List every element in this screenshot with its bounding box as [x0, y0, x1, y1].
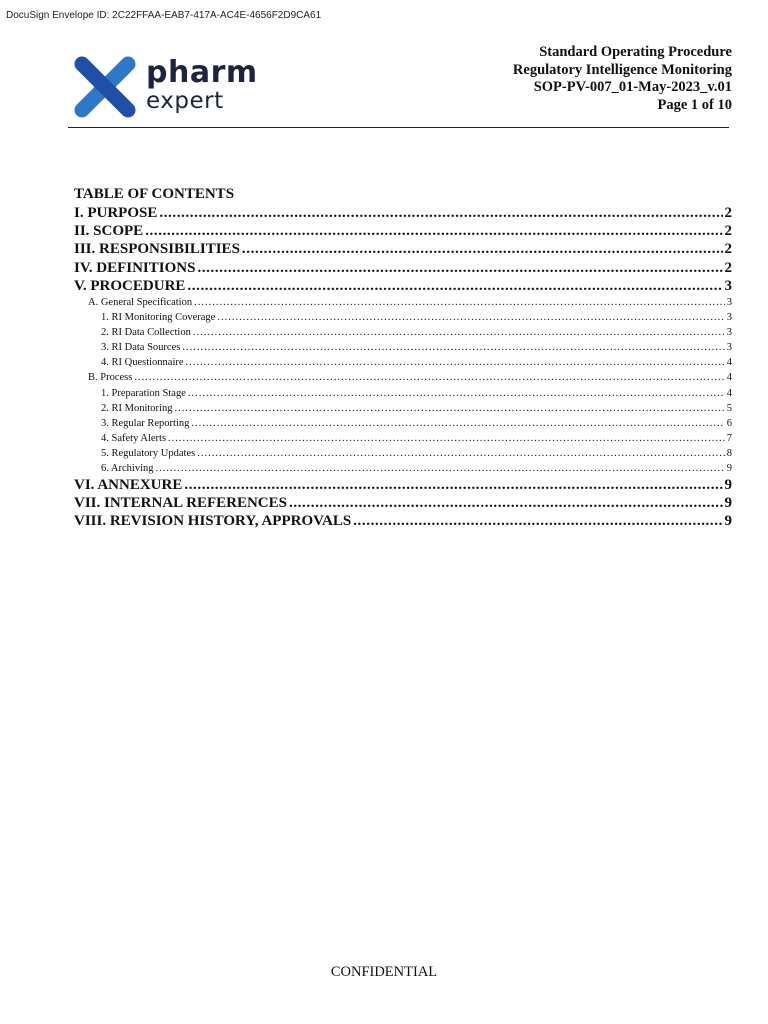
toc-entry-definitions[interactable]: [74, 259, 732, 277]
toc-entry-page: 4: [726, 357, 732, 369]
toc-entry-label: 1. RI Monitoring Coverage: [101, 312, 216, 324]
toc-dot-leader: [134, 370, 724, 385]
header-page-number: Page 1 of 10: [657, 96, 732, 113]
toc-entry-page: 6: [726, 417, 732, 429]
toc-entry-page: 9: [724, 477, 732, 494]
toc-entry-label: 3. RI Data Sources: [101, 342, 181, 354]
toc-entry-scope[interactable]: [74, 222, 732, 240]
toc-entry-ri-monitoring-coverage[interactable]: [74, 310, 732, 325]
toc-entry-page: 3: [726, 342, 732, 354]
toc-entry-label: VII. INTERNAL REFERENCES: [74, 495, 287, 512]
toc-dot-leader: [156, 461, 725, 476]
header-doc-type: Standard Operating Procedure: [539, 44, 732, 60]
toc-dot-leader: [186, 355, 725, 370]
toc-entry-page: 8: [726, 447, 732, 459]
toc-entry-page: 9: [724, 513, 732, 530]
toc-entry-page: 7: [726, 432, 732, 444]
toc-entry-page: 9: [724, 495, 732, 512]
toc-entry-page: 2: [724, 241, 732, 258]
toc-entry-label: 6. Archiving: [101, 462, 154, 474]
logo-x-mark-icon: [70, 52, 140, 122]
toc-dot-leader: [159, 204, 722, 222]
toc-entry-page: 9: [726, 462, 732, 474]
toc-entry-ri-data-collection[interactable]: [74, 325, 732, 340]
table-of-contents: [74, 185, 732, 531]
toc-entry-preparation-stage[interactable]: [74, 386, 732, 401]
toc-entry-label: 4. Safety Alerts: [101, 432, 167, 444]
toc-dot-leader: [193, 325, 725, 340]
toc-entry-page: 3: [726, 312, 732, 324]
toc-dot-leader: [353, 512, 722, 530]
toc-entry-label: B. Process: [88, 372, 133, 384]
toc-entry-ri-data-sources[interactable]: [74, 340, 732, 355]
toc-dot-leader: [187, 277, 722, 295]
toc-entry-page: 4: [726, 387, 732, 399]
toc-entry-page: 4: [726, 372, 732, 384]
header-divider: [68, 127, 729, 128]
toc-entry-internal-references[interactable]: [74, 494, 732, 512]
toc-entry-label: A. General Specification: [88, 296, 193, 308]
toc-entry-page: 3: [726, 296, 732, 308]
toc-entry-label: 2. RI Data Collection: [101, 327, 191, 339]
toc-entry-process[interactable]: [74, 370, 732, 385]
toc-entry-ri-monitoring[interactable]: [74, 401, 732, 416]
toc-entry-safety-alerts[interactable]: [74, 431, 732, 446]
toc-entry-label: IV. DEFINITIONS: [74, 259, 196, 276]
toc-dot-leader: [289, 494, 723, 512]
toc-entry-page: 2: [724, 259, 732, 276]
toc-dot-leader: [217, 310, 724, 325]
toc-entry-label: III. RESPONSIBILITIES: [74, 241, 240, 258]
toc-entry-label: VIII. REVISION HISTORY, APPROVALS: [74, 513, 352, 530]
toc-entry-page: 5: [726, 402, 732, 414]
toc-dot-leader: [242, 240, 723, 258]
toc-entry-procedure[interactable]: [74, 277, 732, 295]
toc-dot-leader: [194, 295, 725, 310]
header-doc-title: Regulatory Intelligence Monitoring: [512, 61, 732, 78]
toc-entry-general-specification[interactable]: [74, 295, 732, 310]
toc-dot-leader: [145, 222, 722, 240]
toc-dot-leader: [184, 476, 722, 494]
logo-word-expert: expert: [146, 88, 224, 114]
header-doc-code: SOP-PV-007_01-May-2023_v.01: [533, 79, 732, 95]
toc-entry-label: 5. Regulatory Updates: [101, 447, 196, 459]
pharmexpert-logo: [70, 52, 260, 122]
toc-entry-page: 2: [724, 223, 732, 240]
toc-entry-page: 2: [724, 205, 732, 221]
toc-entry-label: 4. RI Questionnaire: [101, 357, 184, 369]
toc-entry-page: 3: [726, 327, 732, 339]
toc-entry-label: I. PURPOSE: [74, 205, 158, 221]
logo-word-pharm: pharm: [146, 55, 258, 90]
toc-entry-page: 3: [724, 277, 732, 294]
toc-entry-ri-questionnaire[interactable]: [74, 355, 732, 370]
toc-entry-regular-reporting[interactable]: [74, 416, 732, 431]
toc-entry-regulatory-updates[interactable]: [74, 446, 732, 461]
toc-entry-label: 3. Regular Reporting: [101, 417, 190, 429]
toc-dot-leader: [191, 416, 724, 431]
toc-entry-label: 1. Preparation Stage: [101, 387, 186, 399]
toc-dot-leader: [197, 446, 725, 461]
docusign-envelope-id: DocuSign Envelope ID: 2C22FFAA-EAB7-417A-AC4E-4656F2D9CA61: [6, 10, 322, 21]
toc-entry-purpose[interactable]: [74, 204, 732, 222]
toc-dot-leader: [174, 401, 724, 416]
toc-dot-leader: [182, 340, 724, 355]
confidential-footer: CONFIDENTIAL: [330, 964, 438, 980]
toc-dot-leader: [197, 259, 722, 277]
toc-entry-annexure[interactable]: [74, 476, 732, 494]
toc-entry-revision-history[interactable]: [74, 512, 732, 530]
toc-entry-label: II. SCOPE: [74, 223, 144, 240]
toc-entry-label: VI. ANNEXURE: [74, 477, 183, 494]
toc-entry-label: 2. RI Monitoring: [101, 402, 173, 414]
document-header: [513, 44, 732, 114]
toc-title: TABLE OF CONTENTS: [74, 186, 235, 202]
toc-dot-leader: [168, 431, 725, 446]
toc-entry-label: V. PROCEDURE: [74, 277, 186, 294]
toc-dot-leader: [188, 386, 725, 401]
toc-entry-responsibilities[interactable]: [74, 240, 732, 258]
toc-entry-archiving[interactable]: [74, 461, 732, 476]
